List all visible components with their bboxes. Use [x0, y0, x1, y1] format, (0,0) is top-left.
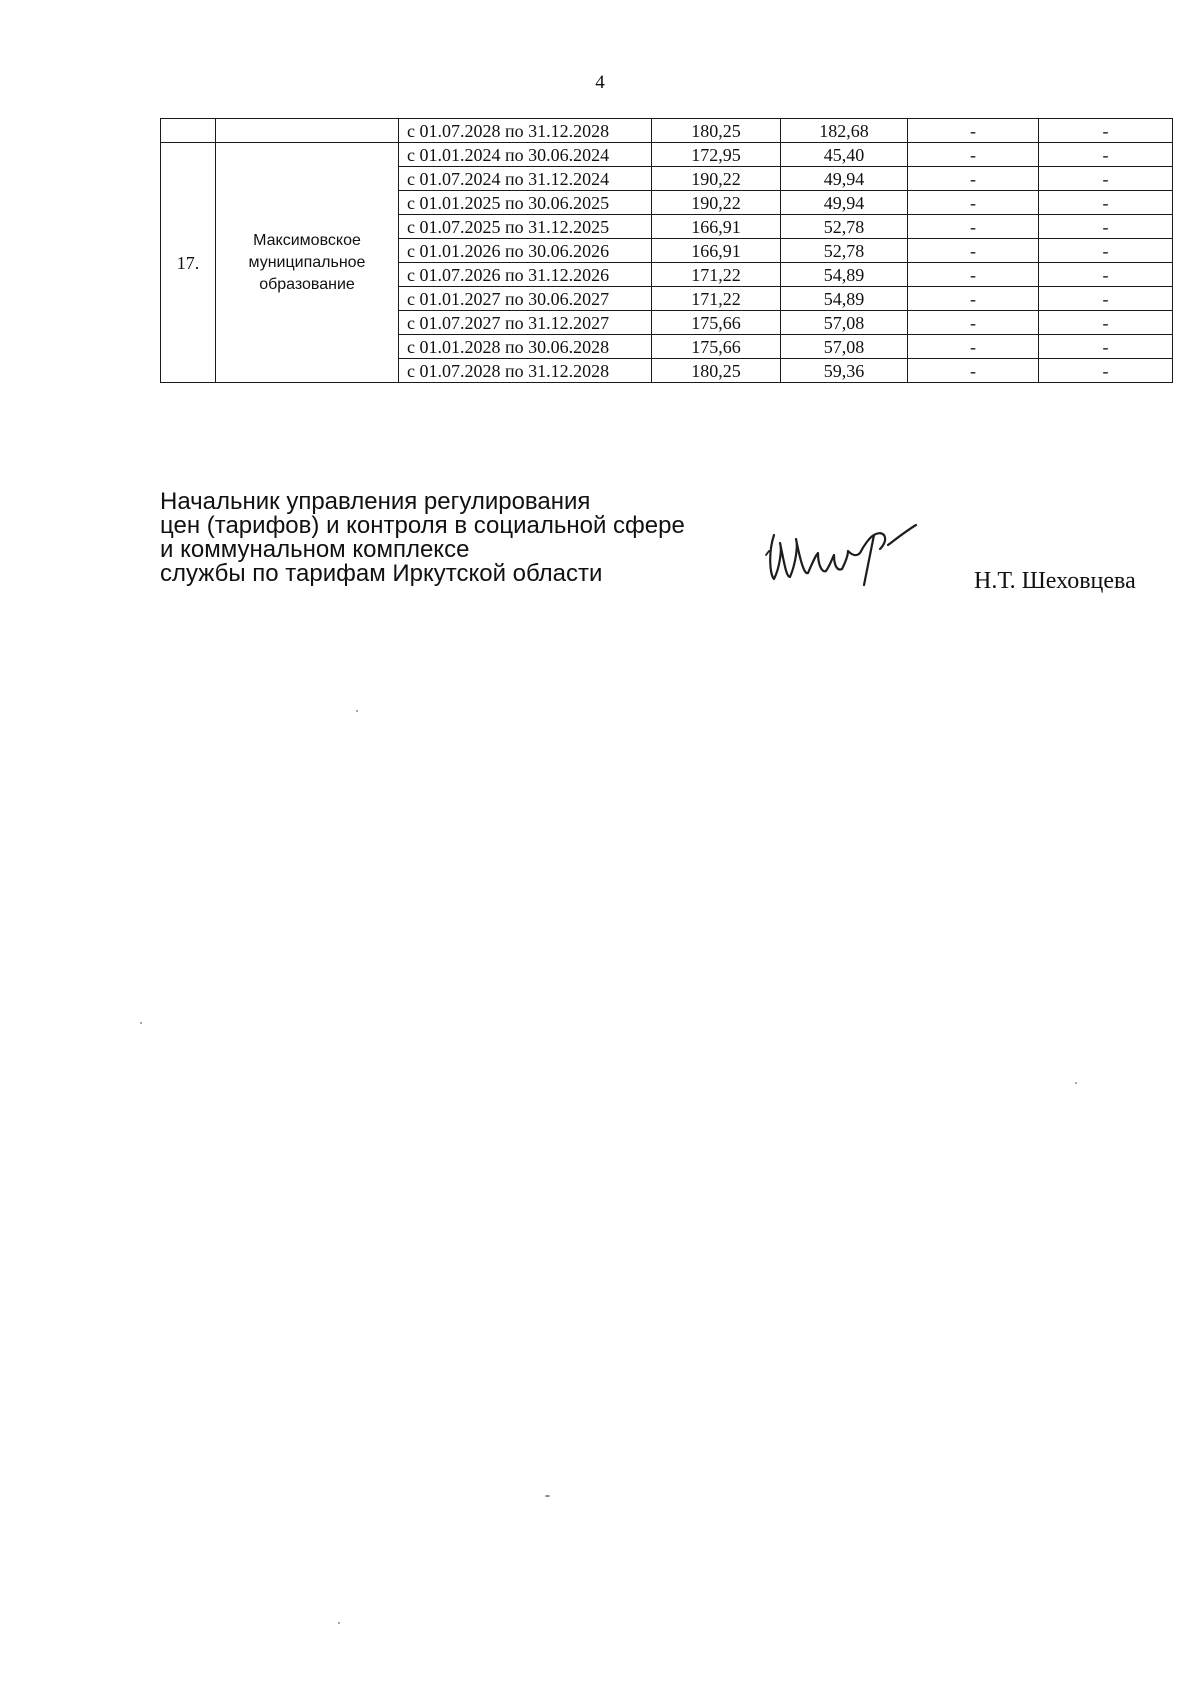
value1-cell: 171,22	[652, 287, 781, 311]
value1-cell: 180,25	[652, 359, 781, 383]
value3-cell: -	[908, 191, 1039, 215]
position-line: и коммунальном комплексе	[160, 536, 470, 563]
value2-cell: 59,36	[781, 359, 908, 383]
value1-cell: 166,91	[652, 215, 781, 239]
value4-cell: -	[1039, 191, 1173, 215]
value1-cell: 166,91	[652, 239, 781, 263]
scan-speck	[545, 1495, 550, 1497]
value3-cell: -	[908, 335, 1039, 359]
value3-cell: -	[908, 359, 1039, 383]
handwritten-signature	[760, 515, 960, 595]
value2-cell: 57,08	[781, 335, 908, 359]
period-cell: с 01.01.2024 по 30.06.2024	[399, 143, 652, 167]
value3-cell: -	[908, 263, 1039, 287]
value2-cell: 49,94	[781, 191, 908, 215]
value1-cell: 190,22	[652, 191, 781, 215]
position-line: цен (тарифов) и контроля в социальной сфере	[160, 512, 685, 539]
period-cell: с 01.07.2027 по 31.12.2027	[399, 311, 652, 335]
period-cell: с 01.07.2025 по 31.12.2025	[399, 215, 652, 239]
value2-cell: 45,40	[781, 143, 908, 167]
value4-cell: -	[1039, 335, 1173, 359]
organization-cell: Максимовское муниципальное образование	[216, 143, 399, 383]
position-line: Начальник управления регулирования	[160, 488, 591, 515]
row-number-cell	[161, 119, 216, 143]
value1-cell: 190,22	[652, 167, 781, 191]
period-cell: с 01.01.2025 по 30.06.2025	[399, 191, 652, 215]
period-cell: с 01.01.2028 по 30.06.2028	[399, 335, 652, 359]
page-number: 4	[595, 72, 605, 93]
period-cell: с 01.07.2028 по 31.12.2028	[399, 119, 652, 143]
table-row	[161, 119, 1173, 143]
period-cell: с 01.01.2026 по 30.06.2026	[399, 239, 652, 263]
scan-speck	[140, 1022, 142, 1024]
value3-cell: -	[908, 311, 1039, 335]
value2-cell: 52,78	[781, 215, 908, 239]
period-cell: с 01.07.2026 по 31.12.2026	[399, 263, 652, 287]
scan-speck	[338, 1622, 340, 1624]
value1-cell: 180,25	[652, 119, 781, 143]
signer-name: Н.Т. Шеховцева	[974, 568, 1136, 594]
row-number-cell: 17.	[161, 143, 216, 383]
value2-cell: 54,89	[781, 287, 908, 311]
value3-cell: -	[908, 119, 1039, 143]
value4-cell: -	[1039, 263, 1173, 287]
value4-cell: -	[1039, 167, 1173, 191]
value3-cell: -	[908, 287, 1039, 311]
table-row	[161, 143, 1173, 167]
value3-cell: -	[908, 167, 1039, 191]
position-line: службы по тарифам Иркутской области	[160, 560, 603, 587]
value4-cell: -	[1039, 311, 1173, 335]
value2-cell: 57,08	[781, 311, 908, 335]
organization-cell	[216, 119, 399, 143]
value3-cell: -	[908, 215, 1039, 239]
value1-cell: 175,66	[652, 311, 781, 335]
value2-cell: 52,78	[781, 239, 908, 263]
period-cell: с 01.07.2024 по 31.12.2024	[399, 167, 652, 191]
tariff-table	[160, 118, 1173, 383]
value1-cell: 172,95	[652, 143, 781, 167]
scan-speck	[1075, 1082, 1077, 1084]
value3-cell: -	[908, 143, 1039, 167]
value1-cell: 171,22	[652, 263, 781, 287]
scan-speck	[356, 710, 358, 712]
value4-cell: -	[1039, 359, 1173, 383]
period-cell: с 01.01.2027 по 30.06.2027	[399, 287, 652, 311]
value4-cell: -	[1039, 143, 1173, 167]
value1-cell: 175,66	[652, 335, 781, 359]
period-cell: с 01.07.2028 по 31.12.2028	[399, 359, 652, 383]
value2-cell: 54,89	[781, 263, 908, 287]
value3-cell: -	[908, 239, 1039, 263]
value4-cell: -	[1039, 119, 1173, 143]
signature-block	[160, 490, 685, 586]
value4-cell: -	[1039, 215, 1173, 239]
value2-cell: 182,68	[781, 119, 908, 143]
value2-cell: 49,94	[781, 167, 908, 191]
value4-cell: -	[1039, 287, 1173, 311]
value4-cell: -	[1039, 239, 1173, 263]
